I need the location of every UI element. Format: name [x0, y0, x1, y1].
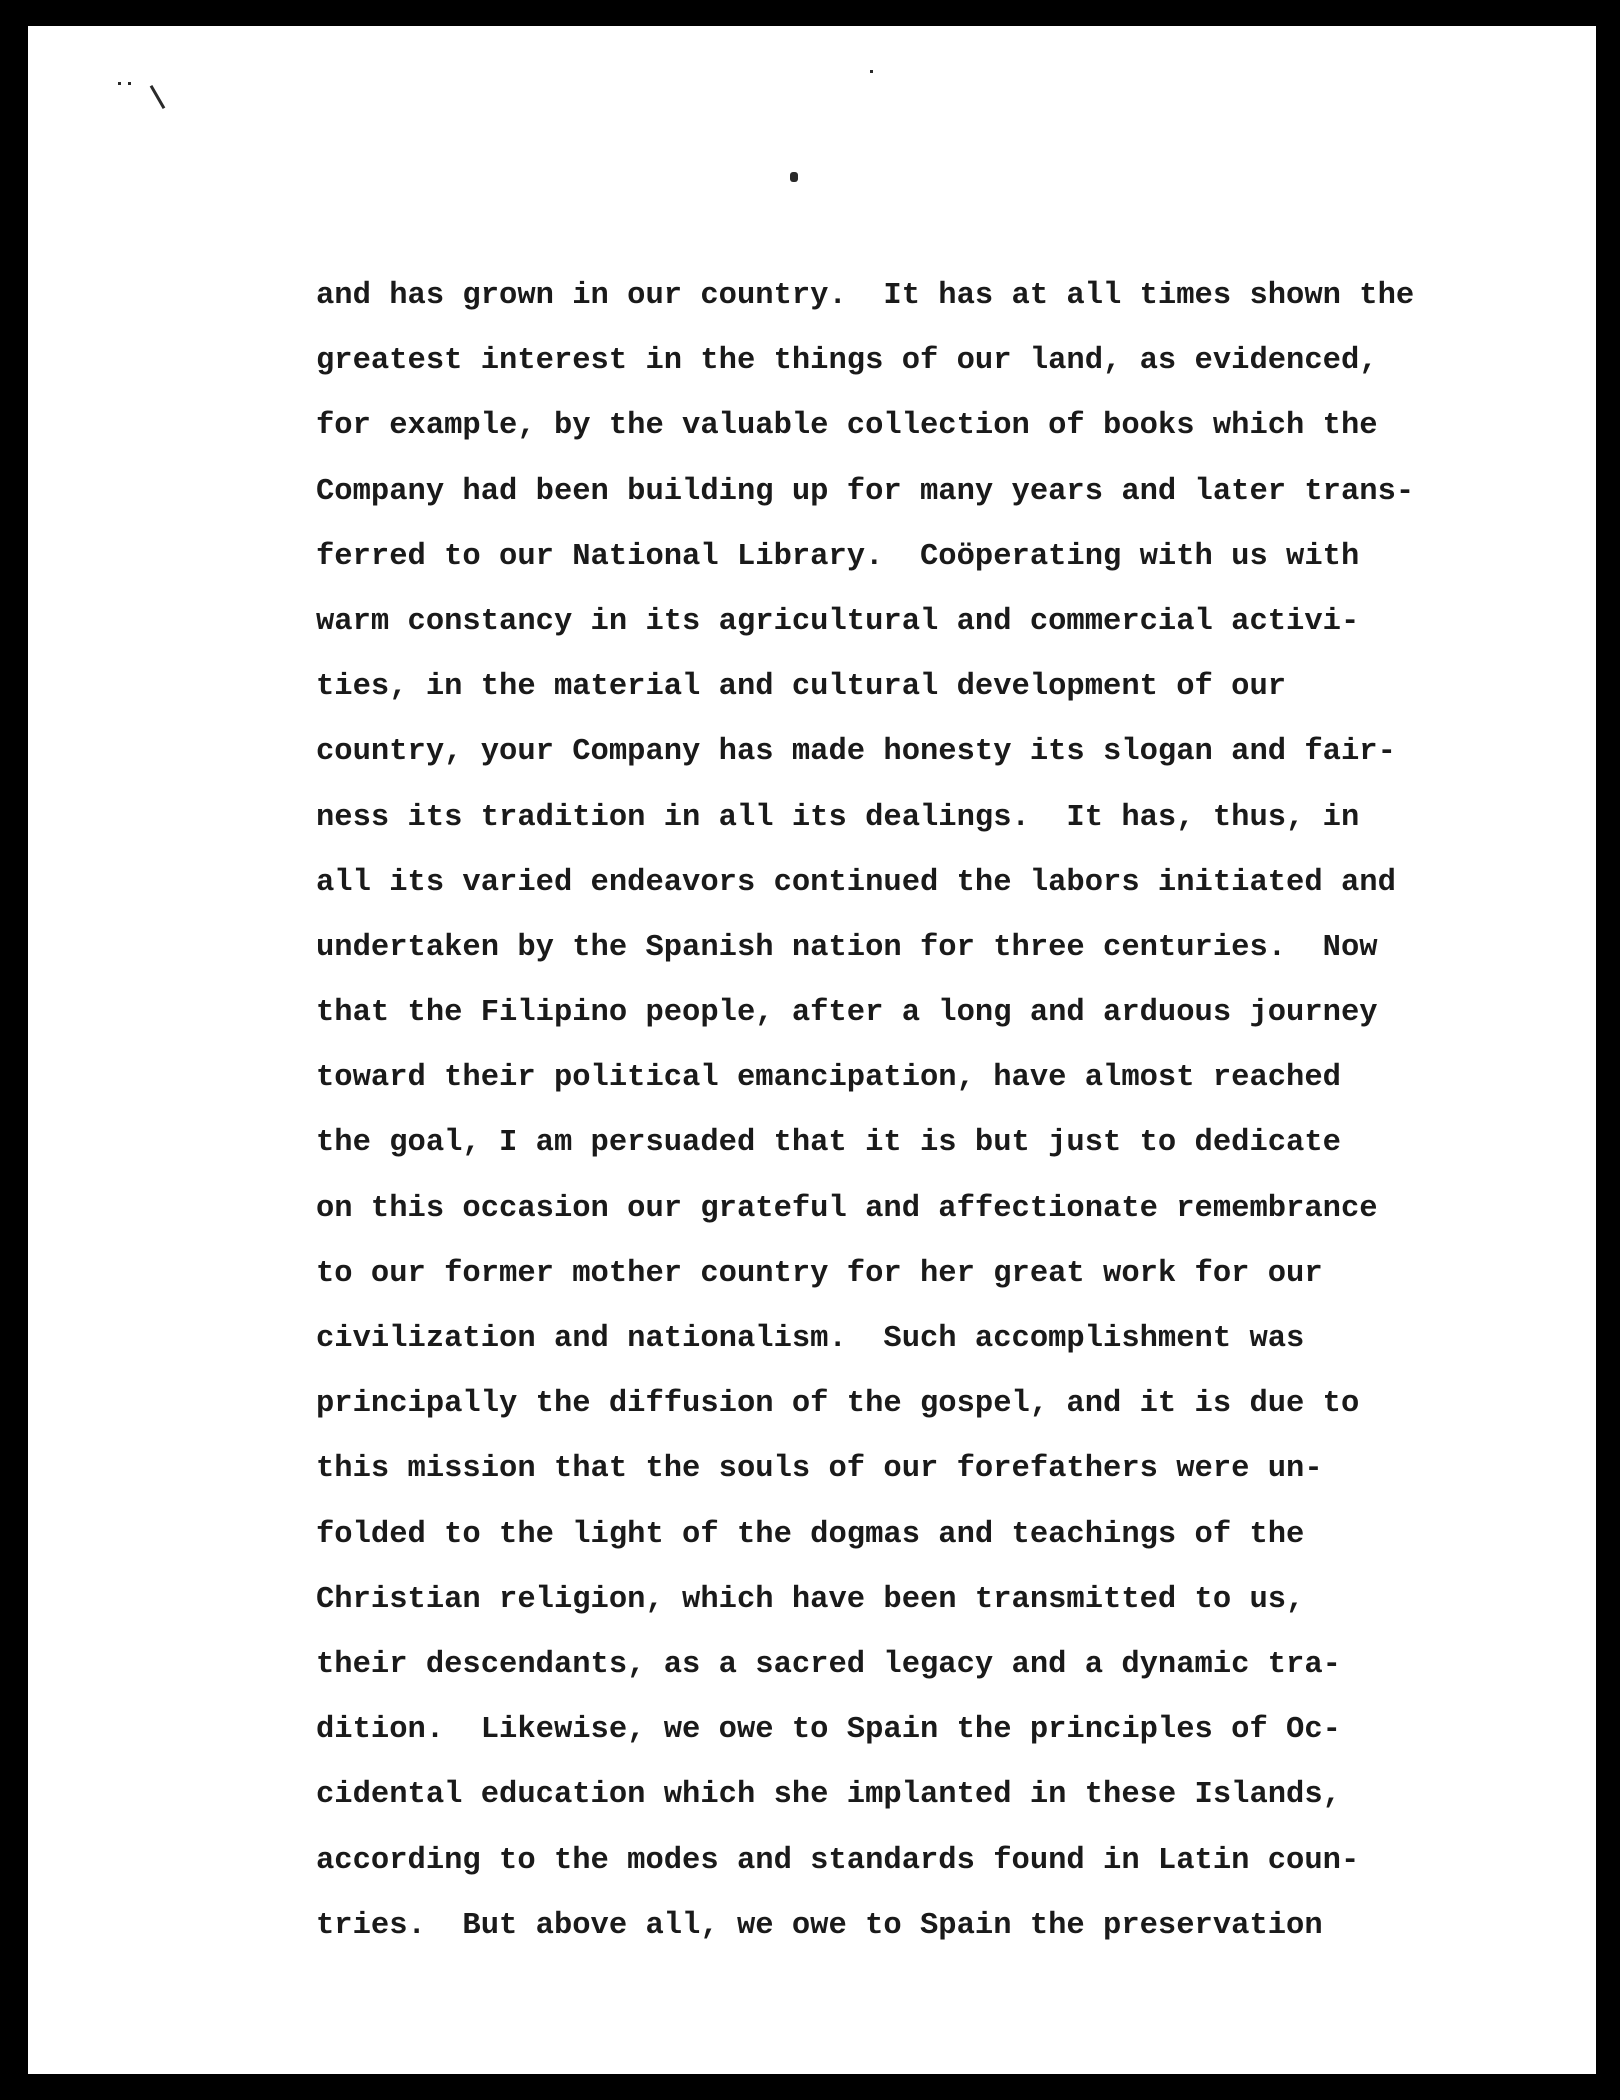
text-line: for example, by the valuable collection of books which the: [316, 409, 1378, 444]
scan-mark-tick: [150, 85, 166, 109]
text-line: on this occasion our grateful and affectionate remembrance: [316, 1191, 1378, 1226]
text-line: ness its tradition in all its dealings. It has, thus, in: [316, 800, 1360, 835]
text-line: greatest interest in the things of our land, as evidenced,: [316, 344, 1378, 379]
scan-mark-smudge: [790, 172, 798, 182]
scan-mark-dot: [118, 82, 121, 85]
text-line: dition. Likewise, we owe to Spain the principles of Oc-: [316, 1713, 1341, 1748]
text-line: to our former mother country for her great work for our: [316, 1256, 1323, 1291]
scan-mark-dot: [128, 82, 131, 85]
text-line: their descendants, as a sacred legacy and a dynamic tra-: [316, 1647, 1341, 1682]
text-line: civilization and nationalism. Such accomplishment was: [316, 1322, 1305, 1356]
text-line: according to the modes and standards found in Latin coun-: [316, 1843, 1360, 1878]
text-line: principally the diffusion of the gospel, and it is due to: [316, 1387, 1360, 1422]
text-line: tries. But above all, we owe to Spain the preservation: [316, 1908, 1323, 1943]
text-line: country, your Company has made honesty its slogan and fair-: [316, 735, 1396, 770]
scan-mark-dot: [870, 70, 873, 73]
text-line: undertaken by the Spanish nation for three centuries. Now: [316, 930, 1378, 965]
text-line: and has grown in our country. It has at all times shown the: [316, 279, 1415, 313]
text-line: toward their political emancipation, have almost reached: [316, 1061, 1341, 1096]
text-line: Christian religion, which have been transmitted to us,: [316, 1582, 1305, 1617]
text-line: all its varied endeavors continued the labors initiated and: [316, 865, 1396, 900]
text-line: Company had been building up for many years and later trans-: [316, 474, 1415, 509]
text-line: cidental education which she implanted in these Islands,: [316, 1778, 1341, 1813]
body-text: [316, 264, 1566, 1959]
text-line: this mission that the souls of our forefathers were un-: [316, 1452, 1323, 1487]
text-line: ferred to our National Library. Coöperating with us with: [316, 539, 1360, 574]
text-line: ties, in the material and cultural development of our: [316, 670, 1287, 705]
text-line: the goal, I am persuaded that it is but just to dedicate: [316, 1126, 1341, 1161]
text-line: that the Filipino people, after a long and arduous journey: [316, 996, 1378, 1031]
text-line: folded to the light of the dogmas and teachings of the: [316, 1517, 1305, 1552]
text-line: warm constancy in its agricultural and commercial activi-: [316, 604, 1360, 639]
document-page: [28, 26, 1596, 2074]
